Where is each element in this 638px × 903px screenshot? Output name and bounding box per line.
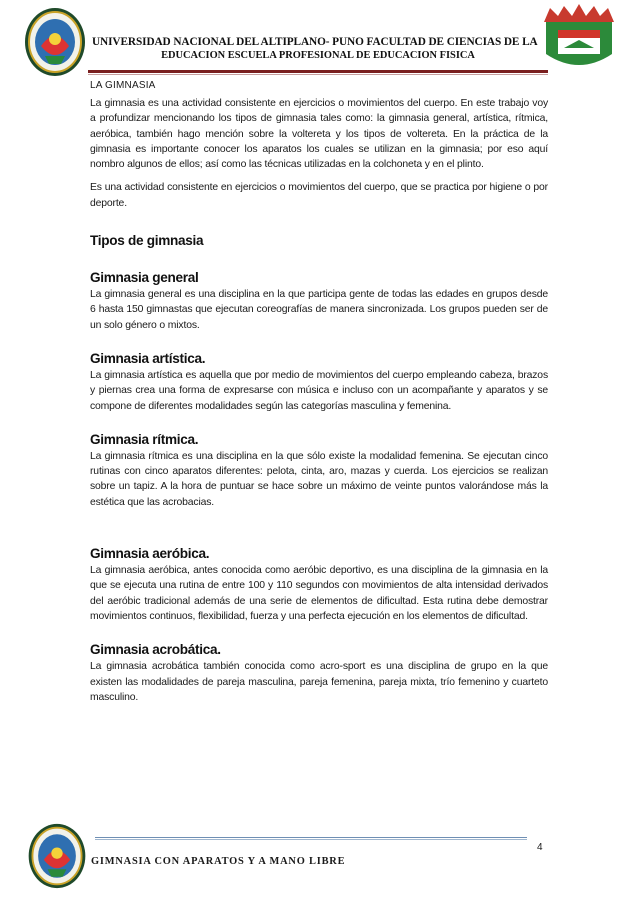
section-text-ritmica: La gimnasia rítmica es una disciplina en la que sólo existe la modalidad femenina. Se ejecutan cinco rutinas con cinco aparatos diferentes: pelota, cinta, aro, mazas y cuerda. Los ejercicios se realizan sobre un tapiz. A la hora de puntuar se hace sobre un máximo de veinte puntos valorándose más la estética que las acrobacias. [90, 450, 548, 508]
section-label: LA GIMNASIA [90, 80, 156, 91]
header-rule-accent [88, 74, 548, 75]
page-number: 4 [537, 842, 543, 853]
section-text-general: La gimnasia general es una disciplina en la que participa gente de todas las edades en grupos desde 6 hasta 150 gimnastas que ejecutan coreografías de manera sincronizada. Los grupos pueden ser de un solo género o mixtos. [90, 289, 548, 331]
footer-university-seal-logo [26, 822, 88, 890]
header-school-line: EDUCACION ESCUELA PROFESIONAL DE EDUCACION FISICA [161, 50, 475, 61]
types-heading: Tipos de gimnasia [90, 233, 204, 249]
header-rule [88, 70, 548, 73]
footer-rule-accent [95, 839, 527, 840]
section-text-acrobatica: La gimnasia acrobática también conocida como acro-sport es una disciplina de grupo en la que existen las modalidades de pareja masculina, pareja femenina, pareja mixta, trío femenino y cuarteto masculino. [90, 661, 548, 703]
section-text-artistica: La gimnasia artística es aquella que por medio de movimientos del cuerpo empleando cabeza, brazos y piernas crea una forma de expresarse con música e incluso con un acompañante y aparatos y se compone de diferentes modalidades según las categorías masculina y femenina. [90, 369, 548, 412]
header-institution-line: UNIVERSIDAD NACIONAL DEL ALTIPLANO- PUNO FACULTAD DE CIENCIAS DE LA [92, 36, 538, 48]
section-title-general: Gimnasia general [90, 270, 199, 286]
section-text-aerobica: La gimnasia aeróbica, antes conocida como aeróbic deportivo, es una disciplina de la gimnasia en la que se ejecuta una rutina de entre 100 y 110 segundos con movimientos de alta intensidad derivados del aeróbic tradicional además de una serie de elementos de dificultad. Esta rutina debe demostrar movimientos continuos, flexibilidad, fuerza y una perfecta ejecución en los elementos de dificultad. [90, 565, 548, 622]
footer-title: GIMNASIA CON APARATOS Y A MANO LIBRE [91, 856, 346, 867]
footer-rule [95, 837, 527, 838]
section-title-artistica: Gimnasia artística. [90, 350, 206, 366]
faculty-shield-logo [538, 4, 620, 72]
intro-paragraph-1: La gimnasia es una actividad consistente en ejercicios o movimientos del cuerpo. En este trabajo voy a profundizar mencionando los tipos de gimnasia tales como: la gimnasia general, artística, rítmica, aeróbica, también hago mención sobre la voltereta y los tipos de voltereta. En la práctica de la gimnasia es importante conocer los aparatos los cuales se utilizan en la gimnasia; por eso aquí nombro algunos de ellos; así como las técnicas utilizadas en la colchoneta y en el plinto. [90, 98, 548, 171]
section-title-aerobica: Gimnasia aeróbica. [90, 546, 210, 562]
university-seal-logo [23, 6, 87, 78]
document-body [90, 80, 548, 705]
intro-paragraph-2: Es una actividad consistente en ejercicios o movimientos del cuerpo, que se practica por higiene o por deporte. [90, 182, 548, 209]
section-title-acrobatica: Gimnasia acrobática. [90, 642, 221, 658]
section-title-ritmica: Gimnasia rítmica. [90, 431, 199, 447]
